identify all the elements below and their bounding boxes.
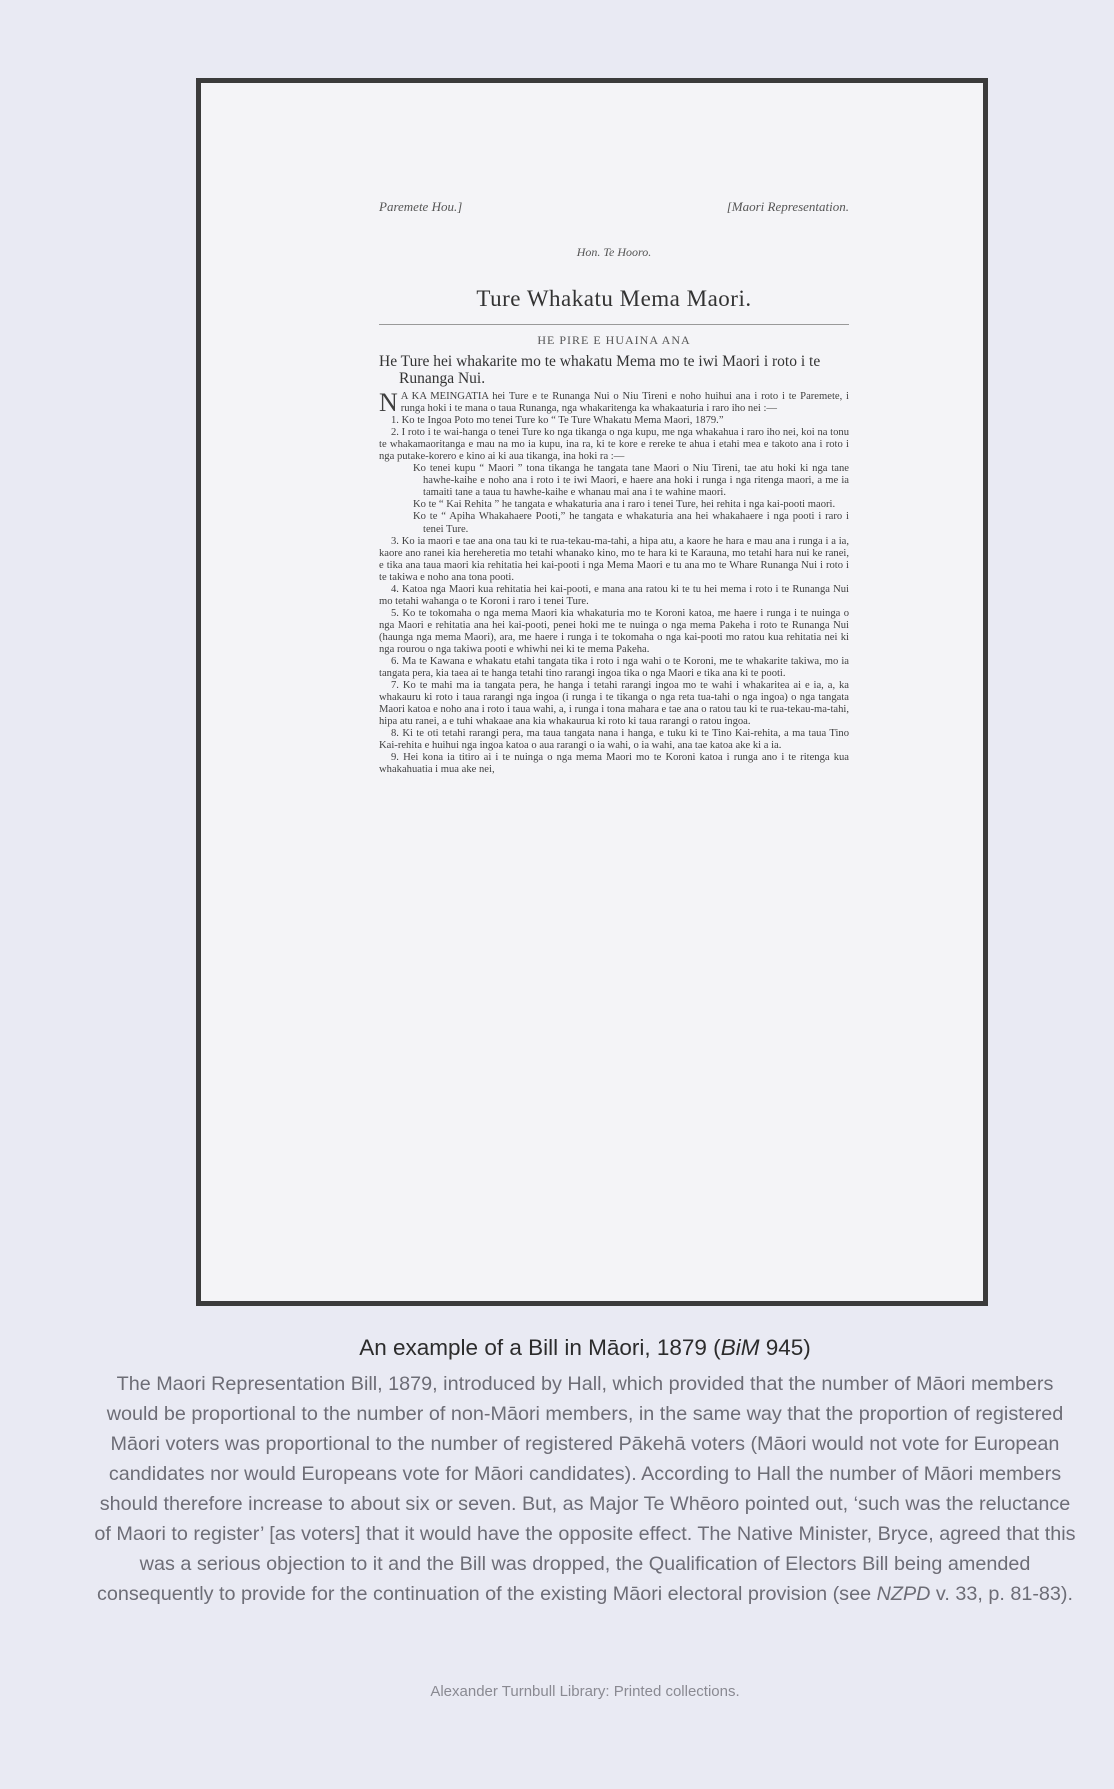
- definition-maori: Ko tenei kupu “ Maori ” tona tikanga he tangata tane Maori o Niu Tireni, tae atu hoki ki nga tane hawhe-kaihe e noho ana i roto i te iwi Maori, e haere ana hoki i runga i nga ritenga maori, a me ia tamaiti tane a taua tu hawhe-kaihe e whanau mai ana i te wahine maori.: [413, 463, 849, 499]
- caption-title: An example of a Bill in Māori, 1879 (BiM 945): [359, 1335, 811, 1360]
- section-2: 2. I roto i te wai-hanga o tenei Ture ko nga tikanga o nga kupu, me nga whakahua i raro iho nei, koi na tonu te whakamaoritanga e mau na mo ia kupu, ina ra, ki te kore e rereke te ahua i etahi mea e takoto ana i roto i nga putake-korero e kino ai ki aua tikanga, ina hoki ra :—: [379, 427, 849, 463]
- caption-body: The Maori Representation Bill, 1879, introduced by Hall, which provided that the number of Māori members would be proportional to the number of non-Māori members, in the same way that the proportion of registered Māori voters was proportional to the number of registered Pākehā voters (Māori would not vote for European candidates nor would Europeans vote for Māori candidates). According to Hall the number of Māori members should therefore increase to about six or seven. But, as Major Te Whēoro pointed out, ‘such was the reluctance of Maori to register’ [as voters] that it would have the opposite effect. The Native Minister, Bryce, agreed that this was a serious objection to it and the Bill was dropped, the Qualification of Electors Bill being amended consequently to provide for the continuation of the existing Māori electoral provision (see NZPD v. 33, p. 81-83).: [94, 1373, 1076, 1605]
- title-rule: [379, 324, 849, 325]
- section-3: 3. Ko ia maori e tae ana ona tau ki te rua-tekau-ma-tahi, a hipa atu, a kaore he hara e mau ana i runga i a ia, kaore ano ranei kia hereheretia mo tetahi whanako kino, mo te hara ki te Karauna, mo tetahi hara nui ke ranei, e tika ana taua maori kia rehitatia hei kai-pooti i nga Mema Maori e tu ana mo te Whare Runanga Nui i roto i te takiwa e noho ana tona pooti.: [379, 535, 849, 583]
- section-4: 4. Katoa nga Maori kua rehitatia hei kai-pooti, e mana ana ratou ki te tu hei mema i roto i te Runanga Nui mo tetahi wahanga o te Koroni i raro i tenei Ture.: [379, 583, 849, 607]
- definition-apiha: Ko te “ Apiha Whakahaere Pooti,” he tangata e whakaturia ana hei whakahaere i nga pooti i raro i tenei Ture.: [413, 511, 849, 535]
- definition-kai-rehita: Ko te “ Kai Rehita ” he tangata e whakaturia ana i raro i tenei Ture, hei rehita i nga kai-pooti maori.: [413, 499, 836, 511]
- header-right: [Maori Representation.: [726, 199, 849, 214]
- image-credit: Alexander Turnbull Library: Printed collections.: [430, 1683, 740, 1700]
- bill-page: [201, 83, 983, 1301]
- bill-title: Ture Whakatu Mema Maori.: [476, 286, 752, 311]
- byline: Hon. Te Hooro.: [576, 245, 652, 259]
- running-header: [379, 199, 849, 215]
- section-6: 6. Ma te Kawana e whakatu etahi tangata tika i roto i nga wahi o te Koroni, me te whakarite takiwa, mo ia tangata pera, kia taea ai te hanga tetahi tino rarangi ingoa tika o nga Maori e tika ana ki te pooti.: [379, 656, 849, 680]
- bill-body: [379, 388, 849, 777]
- bill-content: [379, 199, 849, 777]
- section-5: 5. Ko te tokomaha o nga mema Maori kia whakaturia mo te Koroni katoa, me haere i runga i te nuinga o nga Maori e rehitatia ana hei kai-pooti, penei hoki me te nuinga o nga mema Pakeha i roto te Runanga Nui (haunga nga mema Maori), ara, me haere i runga i te tokomaha o nga kai-pooti mo ratou kua rehitatia nei ki nga rourou o nga takiwa pooti e whiwhi nei ki te mema Pakeha.: [379, 607, 849, 655]
- header-left: Paremete Hou.]: [379, 199, 463, 214]
- long-title: He Ture hei whakarite mo te whakatu Mema mo te iwi Maori i roto i te Runanga Nui.: [379, 353, 821, 387]
- section-7: 7. Ko te mahi ma ia tangata pera, he hanga i tetahi rarangi ingoa mo te wahi i whakaritea ai e ia, a, ka whakauru ki roto i taua rarangi nga ingoa (i runga i te tikanga o nga reta tua-tahi o nga ingoa) o nga tangata Maori katoa e noho ana i roto i taua wahi, a, i runga i tona mahara e tae ana o ratou tau ki te rua-tekau-ma-tahi, hipa atu ranei, a e tuhi whakaae ana kia whakaurua ki roto ki taua rarangi o ratou ingoa.: [379, 680, 849, 728]
- drop-cap: N: [379, 388, 398, 417]
- section-8: 8. Ki te oti tetahi rarangi pera, ma taua tangata nana i hanga, e tuku ki te Tino Kai-rehita, a ma taua Tino Kai-rehita e huihui nga ingoa katoa o aua rarangi o ia wahi, o ia wahi, ana tae katoa ake ki a ia.: [379, 728, 849, 752]
- document-photo-frame: [196, 78, 988, 1306]
- bill-heading: HE PIRE E HUAINA ANA: [537, 333, 691, 347]
- section-1: 1. Ko te Ingoa Poto mo tenei Ture ko “ Te Ture Whakatu Mema Maori, 1879.”: [391, 415, 724, 427]
- section-9: 9. Hei kona ia titiro ai i te nuinga o nga mema Maori mo te Koroni katoa i runga ano i te ritenga kua whakahuatia i mua ake nei,: [379, 752, 849, 776]
- enacting-clause: N A KA MEINGATIA hei Ture e te Runanga Nui o Niu Tireni e noho huihui ana i roto i te Paremete, i runga hoki i te mana o taua Runanga, nga whakaritenga ka whakaaturia i raro iho nei :—: [379, 388, 849, 417]
